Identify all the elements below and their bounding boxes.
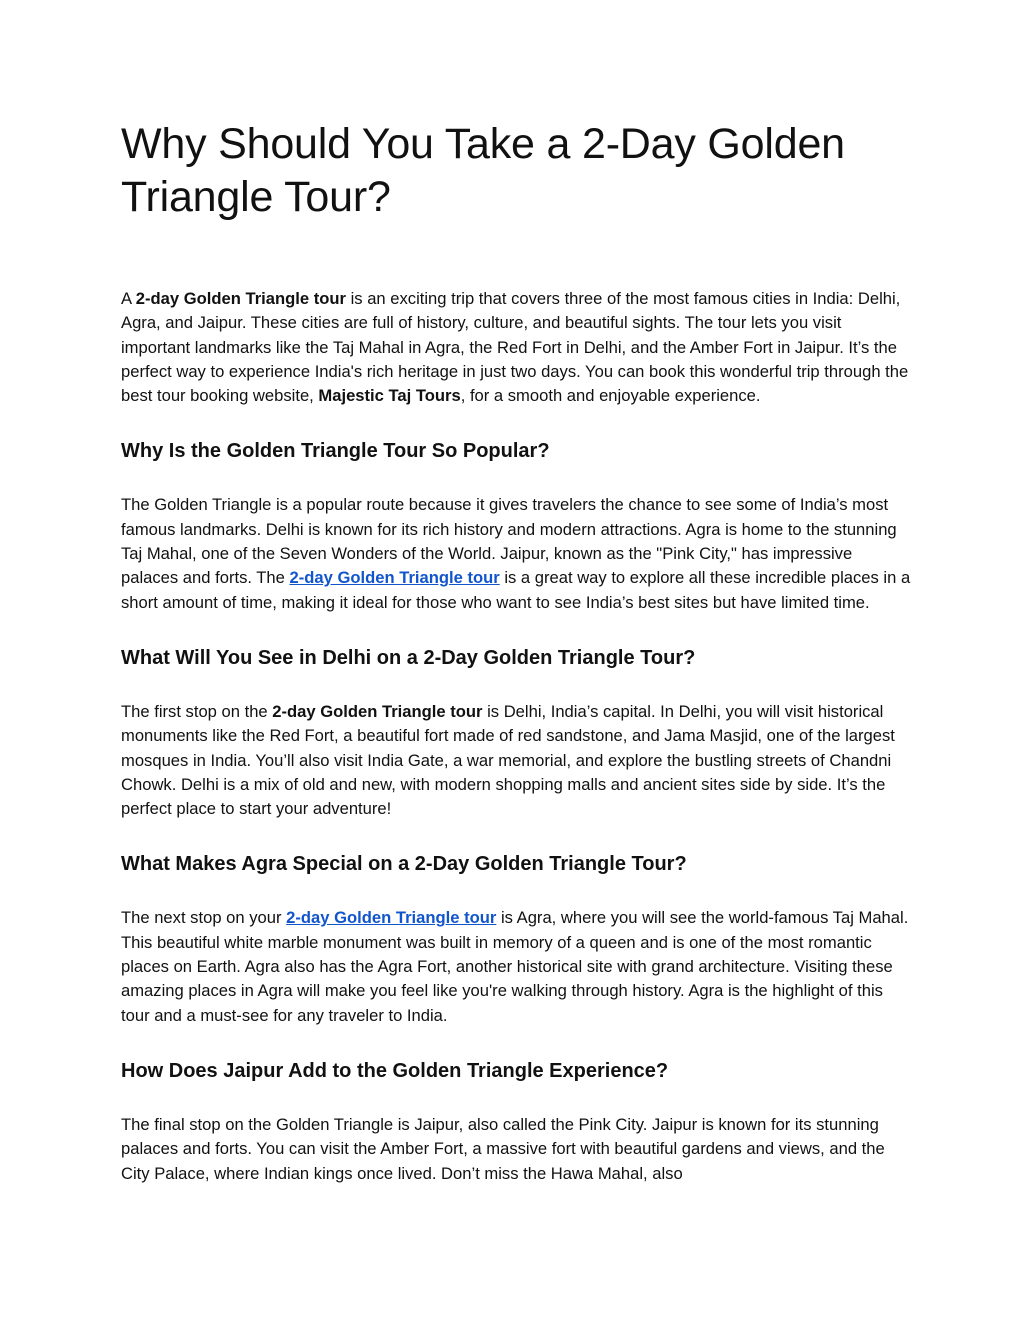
intro-text-2: is an exciting trip that covers three of the most famous cities in India: Delhi, Agra, and Jaipur. These cities are full of history, culture, and beautiful sights. The tour lets you visit important landmarks like the Taj Mahal in Agra, the Red Fort in Delhi, and the Amber Fort in Jaipur. It’s the perfect way to experience India's rich heritage in just two days. You can book this wonderful trip through the best tour booking website, bbox=[121, 289, 909, 406]
bold-tour-name: 2-day Golden Triangle tour bbox=[272, 701, 483, 721]
section-heading-agra: What Makes Agra Special on a 2-Day Golden Triangle Tour? bbox=[121, 853, 687, 876]
intro-bold-company-name: Majestic Taj Tours bbox=[318, 386, 461, 406]
section-heading-popular: Why Is the Golden Triangle Tour So Popular? bbox=[121, 440, 550, 463]
page-title: Why Should You Take a 2-Day Golden Triangle Tour? bbox=[121, 120, 845, 221]
intro-text-1: A bbox=[121, 289, 136, 308]
section-text: is Agra, where you will see the world-famous Taj Mahal. This beautiful white marble monument was built in memory of a queen and is one of the most romantic places on Earth. Agra also has the Agra Fort, another historical site with grand architecture. Visiting these amazing places in Agra will make you feel like you're walking through history. Agra is the highlight of this tour and a must-see for any traveler to India. bbox=[121, 908, 909, 1025]
section-paragraph-delhi bbox=[121, 700, 911, 821]
section-text: The final stop on the Golden Triangle is Jaipur, also called the Pink City. Jaipur is known for its stunning palaces and forts. You can visit the Amber Fort, a massive fort with beautiful gardens and views, and the City Palace, where Indian kings once lived. Don’t miss the Hawa Mahal, also bbox=[121, 1114, 885, 1183]
section-text: The first stop on the bbox=[121, 701, 273, 721]
intro-text-3: , for a smooth and enjoyable experience. bbox=[460, 386, 761, 406]
tour-link[interactable]: 2-day Golden Triangle tour bbox=[289, 568, 500, 588]
section-paragraph-agra bbox=[121, 906, 911, 1027]
section-text: is Delhi, India’s capital. In Delhi, you will visit historical monuments like the Red Fort, a beautiful fort made of red sandstone, and Jama Masjid, one of the largest mosques in India. You’ll also visit India Gate, a war memorial, and explore the bustling streets of Chandni Chowk. Delhi is a mix of old and new, with modern shopping malls and ancient sites side by side. It’s the perfect place to start your adventure! bbox=[121, 701, 895, 819]
section-paragraph-jaipur bbox=[121, 1113, 911, 1186]
section-text: The next stop on your bbox=[121, 908, 287, 928]
section-heading-jaipur: How Does Jaipur Add to the Golden Triangle Experience? bbox=[121, 1059, 669, 1082]
document-page bbox=[121, 118, 911, 1186]
section-text: The Golden Triangle is a popular route because it gives travelers the chance to see some of India’s most famous landmarks. Delhi is known for its rich history and modern attractions. Agra is home to the stunning Taj Mahal, one of the Seven Wonders of the World. Jaipur, known as the "Pink City," has impressive palaces and forts. The bbox=[121, 495, 897, 588]
intro-paragraph bbox=[121, 287, 911, 408]
tour-link[interactable]: 2-day Golden Triangle tour bbox=[286, 908, 497, 928]
section-paragraph-popular bbox=[121, 493, 911, 614]
section-heading-delhi: What Will You See in Delhi on a 2-Day Golden Triangle Tour? bbox=[121, 646, 696, 669]
section-text: is a great way to explore all these incredible places in a short amount of time, making it ideal for those who want to see India’s best sites but have limited time. bbox=[121, 568, 911, 612]
intro-bold-tour-name: 2-day Golden Triangle tour bbox=[135, 289, 346, 308]
